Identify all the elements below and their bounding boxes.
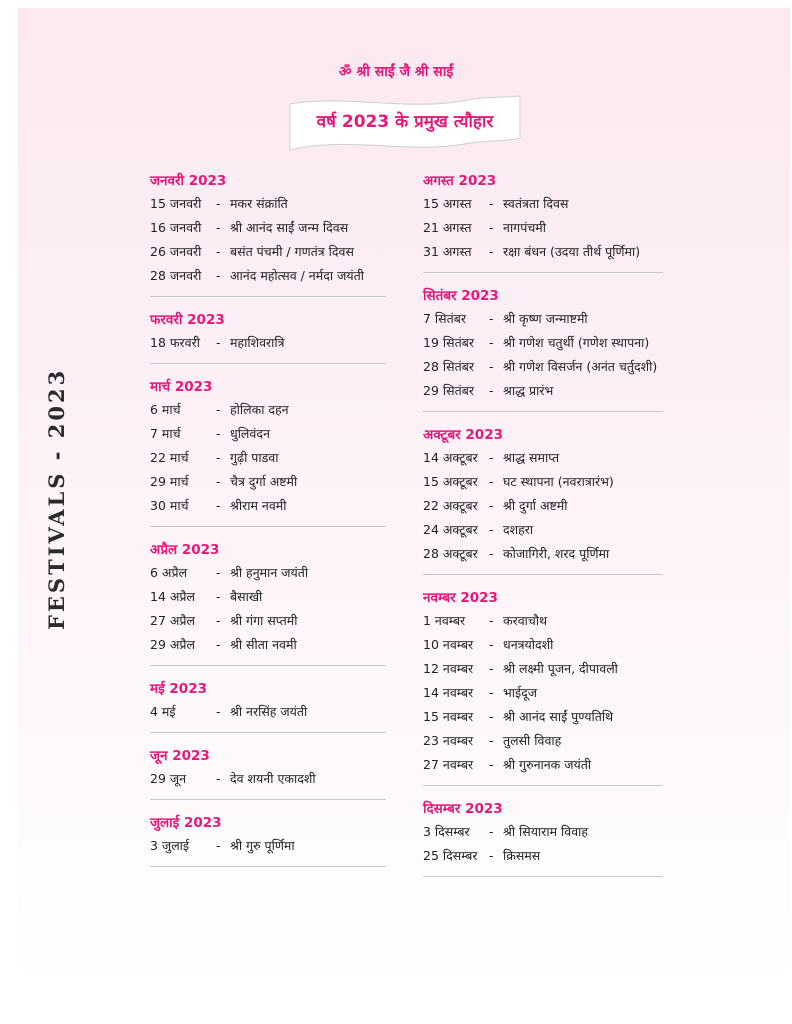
- festival-name: श्री नरसिंह जयंती: [230, 704, 308, 719]
- festival-name: कोजागिरी, शरद पूर्णिमा: [503, 546, 610, 561]
- festival-name: देव शयनी एकादशी: [230, 771, 316, 786]
- dash-separator: -: [489, 757, 494, 772]
- festival-row: [423, 657, 663, 681]
- festival-row: [423, 820, 663, 844]
- dash-separator: -: [216, 771, 221, 786]
- festival-row: [423, 240, 663, 264]
- festival-row: [150, 192, 386, 216]
- festival-row: [150, 767, 386, 791]
- dash-separator: -: [216, 589, 221, 604]
- month-title: जुलाई 2023: [150, 815, 222, 831]
- festival-row: [150, 240, 386, 264]
- festival-row: [423, 470, 663, 494]
- festival-name: स्वतंत्रता दिवस: [503, 196, 569, 211]
- festival-date: 28 अक्टूबर: [423, 546, 478, 561]
- festival-date: 29 अप्रैल: [150, 637, 196, 652]
- festival-row: [150, 561, 386, 585]
- left-column: [150, 168, 386, 867]
- festival-row: [150, 834, 386, 858]
- right-column: [423, 168, 663, 877]
- month-section: [423, 422, 663, 575]
- festival-date: 27 नवम्बर: [423, 757, 474, 772]
- festival-name: घट स्थापना (नवरात्रारंभ): [503, 474, 614, 489]
- festival-name: श्री लक्ष्मी पूजन, दीपावली: [503, 661, 618, 676]
- section-divider: [150, 732, 386, 733]
- dash-separator: -: [489, 196, 494, 211]
- month-section: [150, 537, 386, 666]
- festival-name: मकर संक्रांति: [230, 196, 288, 211]
- festival-name: दशहरा: [503, 522, 534, 537]
- dash-separator: -: [489, 733, 494, 748]
- month-section: [150, 810, 386, 867]
- festival-name: चैत्र दुर्गा अष्टमी: [230, 474, 298, 489]
- festival-name: महाशिवरात्रि: [230, 335, 285, 350]
- dash-separator: -: [489, 685, 494, 700]
- festival-name: तुलसी विवाह: [503, 733, 562, 748]
- festival-row: [423, 379, 663, 403]
- dash-separator: -: [489, 613, 494, 628]
- festival-date: 19 सितंबर: [423, 335, 474, 350]
- dash-separator: -: [489, 474, 494, 489]
- dash-separator: -: [216, 565, 221, 580]
- dash-separator: -: [216, 196, 221, 211]
- dash-separator: -: [216, 637, 221, 652]
- festival-row: [423, 216, 663, 240]
- month-title: अक्टूबर 2023: [423, 427, 503, 443]
- festival-date: 12 नवम्बर: [423, 661, 474, 676]
- dash-separator: -: [216, 474, 221, 489]
- festival-row: [423, 446, 663, 470]
- section-divider: [423, 574, 663, 575]
- title-banner: [288, 92, 522, 154]
- month-section: [150, 307, 386, 364]
- dash-separator: -: [216, 244, 221, 259]
- section-divider: [423, 785, 663, 786]
- festival-date: 18 फरवरी: [150, 335, 200, 350]
- festival-row: [423, 331, 663, 355]
- festival-row: [150, 446, 386, 470]
- festival-date: 29 जून: [150, 771, 187, 786]
- dash-separator: -: [489, 498, 494, 513]
- festival-row: [423, 729, 663, 753]
- festival-date: 3 जुलाई: [150, 838, 190, 853]
- festival-name: श्री गंगा सप्तमी: [230, 613, 298, 628]
- section-divider: [423, 272, 663, 273]
- dash-separator: -: [489, 450, 494, 465]
- section-divider: [150, 526, 386, 527]
- festival-row: [150, 470, 386, 494]
- month-section: [150, 743, 386, 800]
- festival-name: बसंत पंचमी / गणतंत्र दिवस: [230, 244, 354, 259]
- festival-row: [150, 700, 386, 724]
- festival-date: 28 सितंबर: [423, 359, 474, 374]
- festival-row: [423, 633, 663, 657]
- dash-separator: -: [216, 402, 221, 417]
- festival-row: [150, 398, 386, 422]
- festival-row: [150, 216, 386, 240]
- dash-separator: -: [489, 522, 494, 537]
- section-divider: [150, 665, 386, 666]
- month-title: जनवरी 2023: [150, 173, 227, 189]
- page-background: [18, 8, 790, 1018]
- dash-separator: -: [216, 704, 221, 719]
- festival-date: 6 मार्च: [150, 402, 181, 417]
- dash-separator: -: [216, 498, 221, 513]
- festival-date: 15 नवम्बर: [423, 709, 474, 724]
- month-section: [423, 585, 663, 786]
- month-title: सितंबर 2023: [423, 288, 499, 304]
- festival-date: 30 मार्च: [150, 498, 189, 513]
- section-divider: [423, 876, 663, 877]
- festival-row: [423, 844, 663, 868]
- festival-name: श्राद्ध समाप्त: [503, 450, 560, 465]
- festival-row: [423, 542, 663, 566]
- festival-date: 15 अगस्त: [423, 196, 472, 211]
- dash-separator: -: [216, 450, 221, 465]
- festival-name: श्री गणेश चतुर्थी (गणेश स्थापना): [503, 335, 650, 350]
- festival-row: [423, 307, 663, 331]
- section-divider: [150, 296, 386, 297]
- festival-date: 10 नवम्बर: [423, 637, 474, 652]
- festival-row: [423, 609, 663, 633]
- festival-date: 7 मार्च: [150, 426, 181, 441]
- festival-name: श्री हनुमान जयंती: [230, 565, 309, 580]
- festival-name: नागपंचमी: [503, 220, 546, 235]
- festival-name: श्री गुरु पूर्णिमा: [230, 838, 295, 853]
- dash-separator: -: [489, 824, 494, 839]
- festival-row: [423, 192, 663, 216]
- dash-separator: -: [216, 838, 221, 853]
- invocation-text: ॐ श्री साईं जै श्री साईं: [338, 64, 454, 80]
- festival-name: श्री सियाराम विवाह: [503, 824, 589, 839]
- month-title: फरवरी 2023: [150, 312, 225, 328]
- festival-row: [150, 264, 386, 288]
- festival-row: [150, 609, 386, 633]
- dash-separator: -: [489, 848, 494, 863]
- festival-name: श्री आनंद साईं पुण्यतिथि: [503, 709, 614, 724]
- dash-separator: -: [489, 359, 494, 374]
- festival-date: 14 नवम्बर: [423, 685, 474, 700]
- dash-separator: -: [489, 709, 494, 724]
- festival-row: [423, 518, 663, 542]
- dash-separator: -: [216, 335, 221, 350]
- section-divider: [150, 363, 386, 364]
- festival-date: 31 अगस्त: [423, 244, 472, 259]
- dash-separator: -: [489, 546, 494, 561]
- festival-name: श्री गणेश विसर्जन (अनंत चर्तुदशी): [503, 359, 658, 374]
- month-section: [150, 374, 386, 527]
- section-divider: [150, 866, 386, 867]
- section-divider: [150, 799, 386, 800]
- dash-separator: -: [489, 335, 494, 350]
- side-label: FESTIVALS - 2023: [44, 367, 69, 630]
- month-section: [423, 168, 663, 273]
- festival-name: बैसाखी: [230, 589, 263, 604]
- month-section: [150, 168, 386, 297]
- month-title: नवम्बर 2023: [423, 590, 498, 606]
- festival-date: 3 दिसम्बर: [423, 824, 470, 839]
- festival-name: होलिका दहन: [230, 402, 289, 417]
- festival-row: [150, 585, 386, 609]
- section-divider: [423, 411, 663, 412]
- festival-row: [423, 753, 663, 777]
- dash-separator: -: [489, 311, 494, 326]
- festival-date: 16 जनवरी: [150, 220, 202, 235]
- festival-name: क्रिसमस: [503, 848, 541, 863]
- festival-date: 15 जनवरी: [150, 196, 202, 211]
- festival-date: 7 सितंबर: [423, 311, 466, 326]
- festival-date: 28 जनवरी: [150, 268, 202, 283]
- dash-separator: -: [489, 244, 494, 259]
- month-section: [423, 283, 663, 412]
- dash-separator: -: [216, 220, 221, 235]
- festival-row: [150, 422, 386, 446]
- festival-row: [423, 355, 663, 379]
- festival-date: 25 दिसम्बर: [423, 848, 478, 863]
- dash-separator: -: [489, 637, 494, 652]
- month-section: [423, 796, 663, 877]
- festival-row: [423, 705, 663, 729]
- festival-name: श्री आनंद साईं जन्म दिवस: [230, 220, 349, 235]
- festival-name: श्री सीता नवमी: [230, 637, 297, 652]
- festival-date: 14 अक्टूबर: [423, 450, 478, 465]
- festival-name: धनत्रयोदशी: [503, 637, 554, 652]
- month-title: अप्रैल 2023: [150, 542, 220, 558]
- festival-name: श्री गुरुनानक जयंती: [503, 757, 592, 772]
- festival-row: [423, 494, 663, 518]
- festival-date: 23 नवम्बर: [423, 733, 474, 748]
- festival-name: गुढ़ी पाडवा: [230, 450, 279, 465]
- festival-date: 27 अप्रैल: [150, 613, 196, 628]
- month-title: दिसम्बर 2023: [423, 801, 503, 817]
- festival-row: [150, 331, 386, 355]
- festival-date: 14 अप्रैल: [150, 589, 196, 604]
- festival-name: श्राद्ध प्रारंभ: [503, 383, 554, 398]
- festival-name: श्री दुर्गा अष्टमी: [503, 498, 568, 513]
- festival-date: 6 अप्रैल: [150, 565, 188, 580]
- month-title: मई 2023: [150, 681, 207, 697]
- festival-name: रक्षा बंधन (उदया तीर्थ पूर्णिमा): [503, 244, 641, 259]
- month-title: अगस्त 2023: [423, 173, 497, 189]
- festival-name: करवाचौथ: [503, 613, 548, 628]
- month-title: मार्च 2023: [150, 379, 213, 395]
- festival-date: 29 सितंबर: [423, 383, 474, 398]
- festival-name: धुलिवंदन: [230, 426, 270, 441]
- festival-date: 1 नवम्बर: [423, 613, 466, 628]
- month-section: [150, 676, 386, 733]
- festival-date: 15 अक्टूबर: [423, 474, 478, 489]
- dash-separator: -: [489, 220, 494, 235]
- festival-name: भाईदूज: [503, 685, 538, 700]
- festival-date: 4 मई: [150, 704, 176, 719]
- dash-separator: -: [489, 383, 494, 398]
- month-title: जून 2023: [150, 748, 210, 764]
- dash-separator: -: [216, 426, 221, 441]
- festival-row: [150, 633, 386, 657]
- festival-date: 26 जनवरी: [150, 244, 202, 259]
- dash-separator: -: [489, 661, 494, 676]
- festival-date: 24 अक्टूबर: [423, 522, 478, 537]
- festival-row: [150, 494, 386, 518]
- festival-date: 22 मार्च: [150, 450, 189, 465]
- festival-date: 22 अक्टूबर: [423, 498, 478, 513]
- festival-name: श्रीराम नवमी: [230, 498, 287, 513]
- dash-separator: -: [216, 613, 221, 628]
- festival-row: [423, 681, 663, 705]
- page-title: वर्ष 2023 के प्रमुख त्यौहार: [316, 112, 494, 132]
- festival-name: श्री कृष्ण जन्माष्टमी: [503, 311, 588, 326]
- festival-name: आनंद महोत्सव / नर्मदा जयंती: [230, 268, 364, 283]
- festival-date: 21 अगस्त: [423, 220, 472, 235]
- festival-date: 29 मार्च: [150, 474, 189, 489]
- dash-separator: -: [216, 268, 221, 283]
